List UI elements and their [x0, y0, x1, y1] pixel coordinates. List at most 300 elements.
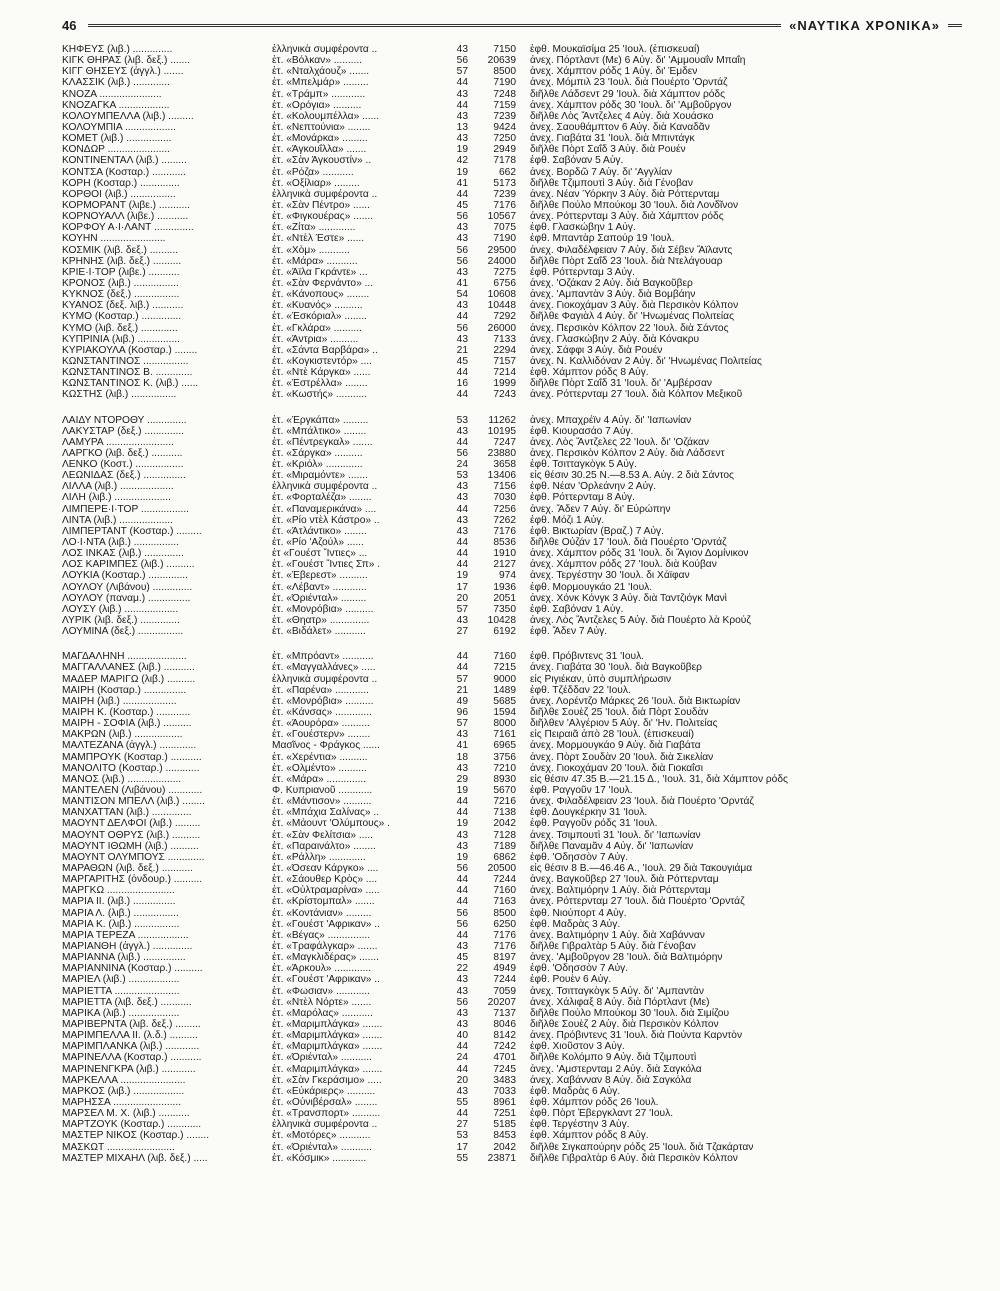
tonnage: 7030	[493, 492, 516, 504]
tonnage-year: 57	[456, 603, 468, 615]
ship-row	[62, 515, 942, 526]
tonnage-year: 21	[456, 344, 468, 356]
tonnage: 24000	[487, 255, 516, 267]
tonnage-year: 43	[456, 985, 468, 997]
charter-agent: ἐτ. «Μονρόβια» ..........	[272, 695, 374, 707]
tonnage-year: 27	[456, 626, 468, 638]
ship-row	[62, 448, 942, 459]
movement: εἰς Πειραιᾶ ἀπὸ 28 'Ιουλ. (ἐπισκευαί)	[530, 729, 694, 741]
ship-name: ΚΡΟΝΟΣ (λιβ.) ................	[62, 277, 179, 289]
movement: ἐφθ. Σαβόναν 1 Αὐγ.	[530, 603, 624, 615]
charter-agent: ἐτ. «Μπάλτικο» ........	[272, 425, 367, 437]
movement: εἰς θέσιν 47.35 Β.—21.15 Δ., 'Ιουλ. 31, διὰ Χάμπτον ρόδς	[530, 773, 788, 785]
ship-row	[62, 415, 942, 426]
tonnage-year: 18	[456, 751, 468, 763]
charter-agent: ἐτ. «Όσεαν Κάργκο» ....	[272, 862, 379, 874]
header-title: «ΝΑΥΤΙΚΑ ΧΡΟΝΙΚΑ»	[789, 17, 940, 33]
ship-row	[62, 752, 942, 763]
movement: ἀνεχ. Γιαβάτα 30 'Ιουλ. διὰ Βαγκοῦβερ	[530, 662, 702, 674]
movement: ἐφθ. Χιοῦστον 3 Αὐγ.	[530, 1041, 625, 1053]
movement: διῆλθε Πούλο Μπούκομ 30 'Ιουλ. διὰ Λονδῖνον	[530, 199, 739, 211]
charter-agent: ἑλληνικὰ συμφέροντα ..	[272, 1119, 378, 1131]
ship-name: ΚΟΥΗΝ .......................	[62, 233, 166, 245]
tonnage: 7247	[493, 436, 516, 448]
tonnage: 7160	[493, 885, 516, 897]
tonnage: 8536	[493, 537, 516, 549]
movement: ἐφθ. Ραγγοῦν 17 'Ιουλ.	[530, 785, 633, 796]
movement: ἀνεχ. Τσιμπουτὶ 31 'Ιουλ. δι' 'Ιαπωνίαν	[530, 829, 701, 841]
tonnage-year: 19	[456, 818, 468, 830]
movement: ἀνεχ. 'Αμπαντὰν 3 Αὐγ. διὰ Βομβάην	[530, 289, 696, 301]
charter-agent: ἐτ. «Ορόγια» ..........	[272, 99, 362, 111]
movement: ἐφθ. Χάμπτον ρόδς 8 Αὐγ.	[530, 367, 649, 379]
charter-agent: ἐτ. «Κάνοπους» ........	[272, 289, 370, 301]
tonnage-year: 56	[456, 211, 468, 223]
movement: διῆλθε Κολόμπο 9 Αὐγ. διὰ Τζιμπουτὶ	[530, 1052, 697, 1064]
ship-name: ΚΥΜΟ (λιβ. δεξ.) .............	[62, 322, 178, 334]
tonnage: 11262	[488, 414, 516, 426]
movement: ἀνεχ. 'Αμστερνταμ 2 Αὐγ. διὰ Σαγκόλα	[530, 1063, 702, 1075]
charter-agent: ἐτ. «Έργκάπα» .........	[272, 414, 369, 426]
charter-agent: ἐτ «Γουέστ Ἴντιες» ...	[272, 548, 368, 560]
charter-agent: ἐτ. «Μπελμάρ» .........	[272, 77, 369, 89]
charter-agent: ἐτ. «Φιγκουέρας» .......	[272, 211, 374, 223]
ship-name: ΚΟΛΟΥΜΠΙΑ ..................	[62, 121, 176, 133]
tonnage-year: 44	[456, 885, 468, 897]
ship-row	[62, 593, 942, 604]
ship-name: ΚΛΑΣΣΙΚ (λιβ.) .............	[62, 77, 170, 89]
tonnage-year: 24	[456, 1052, 468, 1064]
ship-row	[62, 874, 942, 885]
charter-agent: ἐτ. «Μαριμπλάγκα» .......	[272, 1018, 383, 1030]
charter-agent: ἐτ. «Κογκιστεντόρ» ....	[272, 355, 372, 367]
tonnage: 8500	[493, 907, 516, 919]
movement: ἀνεχ. Χάμπτον ρόδς 27 'Ιουλ. διὰ Κούβαν	[530, 559, 717, 571]
ship-row	[62, 100, 942, 111]
movement: ἀνεχ. Βαγκοῦβερ 27 'Ιουλ. διὰ Ρόττερνταμ	[530, 874, 719, 886]
charter-agent: ἐτ. «Κωστής» ...........	[272, 389, 368, 401]
charter-agent: ἐτ. «Μονάρκα» .........	[272, 133, 368, 145]
movement: ἐφθ. Πρόβιντενς 31 'Ιουλ.	[530, 651, 645, 663]
ship-row	[62, 66, 942, 77]
charter-agent: Φ. Κυπριανοῦ ............	[272, 785, 373, 796]
movement: ἐφθ. Κιουρασάο 7 Αὐγ.	[530, 425, 634, 437]
ship-row	[62, 367, 942, 378]
tonnage-year: 43	[456, 514, 468, 526]
movement: διῆλθε Σουὲζ 25 'Ιουλ. διὰ Πὸρτ Σουδὰν	[530, 707, 709, 719]
ship-row	[62, 1019, 942, 1030]
ship-name: ΜΑΡΙΕΛ (λιβ.) ..................	[62, 974, 180, 986]
movement: διῆλθε Τζιμπουτὶ 3 Αὐγ. διὰ Γένοβαν	[530, 177, 693, 189]
ship-row	[62, 1064, 942, 1075]
charter-agent: ἐτ. «Βόλκαν» ..........	[272, 55, 363, 67]
charter-agent: ἑλληνικὰ συμφέροντα ..	[272, 481, 378, 493]
charter-agent: ἐτ. «Μαριμπλάγκα» .......	[272, 1030, 383, 1042]
tonnage: 7176	[493, 199, 516, 211]
movement: ἐφθ. Τζέδδαν 22 'Ιουλ.	[530, 684, 631, 696]
ship-name: ΚΟΛΟΥΜΠΕΛΛΑ (λιβ.) .........	[62, 110, 194, 122]
ship-row	[62, 1075, 942, 1086]
tonnage-year: 56	[456, 996, 468, 1008]
ship-row	[62, 896, 942, 907]
ship-name: ΜΑΔΕΡ ΜΑΡΙΓΩ (λιβ.) ..........	[62, 673, 196, 685]
movement: διῆλθε Λὸς Ἄντζελες 4 Αὐγ. διὰ Χουάσκο	[530, 110, 714, 122]
tonnage-year: 44	[456, 548, 468, 560]
ship-name: ΜΑΝΟΣ (λιβ.) ...................	[62, 773, 182, 785]
ship-row	[62, 211, 942, 222]
ship-name: ΛΟΣ ΙΝΚΑΣ (λιβ.) ..............	[62, 548, 184, 560]
movement: ἀνεχ. Ρόττερνταμ 27 'Ιουλ. διὰ Πουέρτο 'Ορντάζ	[530, 896, 745, 908]
ship-name: ΛΙΛΛΑ (λιβ.) ...................	[62, 481, 174, 493]
ship-name: ΚΟΡΘΟΙ (λιβ.) ................	[62, 188, 176, 200]
tonnage-year: 44	[456, 436, 468, 448]
tonnage: 10195	[487, 425, 516, 437]
ship-name: ΚΟΝΤΣΑ (Κοσταρ.) ............	[62, 166, 186, 178]
ship-row	[62, 89, 942, 100]
charter-agent: ἐτ. «Έβερεστ» ..........	[272, 570, 368, 582]
tonnage: 8142	[493, 1030, 516, 1042]
tonnage: 7163	[493, 896, 516, 908]
ship-row	[62, 674, 942, 685]
tonnage-year: 43	[456, 615, 468, 627]
ship-row	[62, 345, 942, 356]
charter-agent: ἐτ. «Παναμερικάνα» ....	[272, 503, 377, 515]
charter-agent: ἐτ. «Νταλχάουζ» .......	[272, 66, 370, 78]
tonnage: 20500	[487, 862, 516, 874]
ship-row	[62, 729, 942, 740]
movement: ἀνεχ. Γιαβάτα 31 'Ιουλ. διὰ Μπιντάγκ	[530, 133, 695, 145]
tonnage: 7059	[493, 985, 516, 997]
ship-row	[62, 492, 942, 503]
ship-row	[62, 974, 942, 985]
tonnage: 7275	[493, 266, 516, 278]
movement: ἀνεχ. Χάμπτον ρόδς 31 'Ιουλ. δι Ἄγιον Δομίνικον	[530, 548, 749, 560]
tonnage: 20639	[487, 55, 516, 67]
movement: ἀνεχ. Χαβάνναν 8 Αὐγ. διὰ Σαγκόλα	[530, 1074, 692, 1086]
charter-agent: ἑλληνικὰ συμφέροντα ..	[272, 188, 378, 200]
movement: ἀνεχ. Γλασκώβην 2 Αὐγ. διὰ Κόνακρυ	[530, 333, 700, 345]
tonnage: 8046	[493, 1018, 516, 1030]
movement: διῆλθεν 'Αλγέριον 5 Αὐγ. δι' 'Ην. Πολιτείας	[530, 718, 718, 730]
tonnage-year: 43	[456, 1007, 468, 1019]
movement: ἐφθ. Μορμουγκάο 21 'Ιουλ.	[530, 581, 653, 593]
ship-name: ΛΑΚΥΣΤΑΡ (δεξ.) ..............	[62, 425, 185, 437]
ship-name: ΜΑΝΤΙΣΟΝ ΜΠΕΛΛ (λιβ.) ........	[62, 796, 205, 808]
ship-name: ΜΑΣΚΩΤ ........................	[62, 1141, 175, 1153]
tonnage-year: 21	[456, 684, 468, 696]
tonnage-year: 19	[456, 144, 468, 156]
tonnage-year: 19	[456, 166, 468, 178]
tonnage: 20207	[487, 996, 516, 1008]
charter-agent: ἑλληνικὰ συμφέροντα ..	[272, 673, 378, 685]
ship-row	[62, 863, 942, 874]
movement: ἀνεχ. Βαλτιμόρην 1 Αὐγ. διὰ Ρόττερνταμ	[530, 885, 711, 897]
tonnage-year: 55	[456, 1096, 468, 1108]
ship-name: ΜΑΝΟΛΙΤΟ (Κοσταρ.) ............	[62, 762, 200, 774]
movement: εἰς θέσιν 30.25 Ν.—8.53 Α. Αὐγ. 2 διὰ Σάντος	[530, 470, 734, 482]
tonnage: 7239	[493, 110, 516, 122]
ship-row	[62, 696, 942, 707]
ship-name: ΜΑΙΡΗ - ΣΟΦΙΑ (λιβ.) ..........	[62, 718, 192, 730]
ship-name: ΚΟΣΜΙΚ (λιβ. δεξ.) ..........	[62, 244, 179, 256]
ship-name: ΚΗΦΕΥΣ (λιβ.) ..............	[62, 44, 173, 55]
ship-name: ΜΑΡΙΑ ΙΙ. (λιβ.) ...............	[62, 896, 176, 908]
tonnage: 3756	[493, 751, 516, 763]
charter-agent: ἐτ. «Όριένταλ» .........	[272, 592, 367, 604]
tonnage-year: 53	[456, 1130, 468, 1142]
charter-agent: ἐτ. «Ρίο ντὲλ Κάστρο» ..	[272, 514, 380, 526]
movement: ἀνεχ. Γιοκοχάμαν 3 Αὐγ. διὰ Περσικὸν Κόλπον	[530, 300, 739, 312]
ship-row	[62, 841, 942, 852]
tonnage: 7248	[493, 88, 516, 100]
ship-name: ΚΙΓΓ ΘΗΣΕΥΣ (ἀγγλ.) .......	[62, 66, 184, 78]
tonnage: 1489	[493, 684, 516, 696]
page-header	[62, 14, 962, 36]
tonnage-year: 43	[456, 110, 468, 122]
ship-name: ΛΟΥΣΥ (λιβ.) ...................	[62, 603, 179, 615]
ship-name: ΛΑΡΓΚΟ (λιβ. δεξ.) ...........	[62, 447, 183, 459]
ship-name: ΜΑΜΠΡΟΥΚ (Κοσταρ.) ...........	[62, 751, 202, 763]
tonnage-year: 53	[456, 414, 468, 426]
charter-agent: ἐτ. «Μονρόβια» ..........	[272, 603, 374, 615]
charter-agent: ἐτ. «Ούλτραμαρίνα» .....	[272, 885, 380, 897]
charter-agent: ἐτ. «Ζίτα» .............	[272, 222, 356, 234]
charter-agent: ἐτ. «Μαγκλιδέρας» .......	[272, 952, 379, 964]
ship-name: ΜΑΚΡΩΝ (λιβ.) .................	[62, 729, 183, 741]
tonnage-year: 43	[456, 525, 468, 537]
ship-name: ΚΝΟΖΑΓΚΑ ..................	[62, 99, 170, 111]
charter-agent: ἐτ. «Ρόζα» ...........	[272, 166, 354, 178]
tonnage-year: 56	[456, 907, 468, 919]
ship-name: ΛΟΥΜΙΝΑ (δεξ.) ................	[62, 626, 184, 638]
ship-row	[62, 178, 942, 189]
tonnage: 7190	[493, 233, 516, 245]
ship-row	[62, 986, 942, 997]
movement: διῆλθε Φαγιὰλ 4 Αὐγ. δι' 'Ηνωμένας Πολιτείας	[530, 311, 734, 323]
ship-name: ΚΟΡΦΟΥ Α·Ι·ΛΑΝΤ ..............	[62, 222, 194, 234]
movement: ἀνεχ. 'Οζάκαν 2 Αὐγ. διὰ Βαγκοῦβερ	[530, 277, 693, 289]
ship-row	[62, 908, 942, 919]
ship-row	[62, 963, 942, 974]
tonnage: 7350	[493, 603, 516, 615]
ship-name: ΜΑΡΙΑΝΝΙΝΑ (Κοσταρ.) ..........	[62, 963, 203, 975]
ship-row	[62, 818, 942, 829]
tonnage: 9424	[493, 121, 516, 133]
ship-row	[62, 685, 942, 696]
tonnage: 7189	[493, 840, 516, 852]
ship-name: ΚΟΡΗ (Κοσταρ.) ..............	[62, 177, 180, 189]
movement: ἀνεχ. Μόμπιλ 23 'Ιουλ. διὰ Πουέρτο 'Ορντάζ	[530, 77, 728, 89]
tonnage-year: 13	[456, 121, 468, 133]
ship-row	[62, 615, 942, 626]
tonnage-year: 44	[456, 503, 468, 515]
charter-agent: ἐτ. «Άντρια» ..........	[272, 333, 359, 345]
ship-row	[62, 55, 942, 66]
tonnage-year: 43	[456, 44, 468, 55]
tonnage-year: 49	[456, 695, 468, 707]
movement: διῆλθε Σιγκαπούρην ρόδς 25 'Ιουλ. διὰ Τζακάρταν	[530, 1141, 754, 1153]
ship-name: ΚΥΑΝΟΣ (δεξ. λιβ.) ...........	[62, 300, 184, 312]
movement: ἀνεχ. Τσιτταγκὸγκ 5 Αὐγ. δι' 'Αμπαντὰν	[530, 985, 704, 997]
tonnage-year: 44	[456, 662, 468, 674]
tonnage-year: 43	[456, 333, 468, 345]
charter-agent: ἐτ. «Τραφάλγκαρ» .......	[272, 940, 378, 952]
ship-name: ΛΟΣ ΚΑΡΙΜΠΕΣ (λιβ.) ..........	[62, 559, 195, 571]
movement: ἀνεχ. Φιλαδέλφειαν 23 'Ιουλ. διὰ Πουέρτο 'Ορντάζ	[530, 796, 754, 808]
ship-row	[62, 651, 942, 662]
tonnage-year: 44	[456, 559, 468, 571]
header-rule-right	[948, 24, 962, 27]
ship-row	[62, 852, 942, 863]
movement: ἀνεχ. Λὸς Ἄντζελες 5 Αὐγ. διὰ Πουέρτο λὰ Κρούζ	[530, 615, 751, 627]
movement: ἀνεχ. Χάμπτον ρόδς 30 'Ιουλ. δι' 'Αμβοῦργον	[530, 99, 732, 111]
tonnage-year: 44	[456, 651, 468, 663]
tonnage: 5185	[493, 1119, 516, 1131]
ship-row	[62, 289, 942, 300]
movement: ἀνεχ. Πὸρτ Σουδὰν 20 'Ιουλ. διὰ Σικελίαν	[530, 751, 714, 763]
tonnage: 662	[499, 166, 516, 178]
movement: ἐφθ. Βικτωρίαν (Βραζ.) 7 Αὐγ.	[530, 525, 664, 537]
ship-name: ΜΑΡΚΕΛΛΑ .......................	[62, 1074, 186, 1086]
movement: ἀνεχ. Πόρτλαντ (Με) 6 Αὐγ. δι' 'Αμμουαΐν Μπαΐη	[530, 55, 746, 67]
charter-agent: ἐτ. «Ρίο 'Αζούλ» ......	[272, 537, 364, 549]
ship-name: ΜΑΡΙΕΤΤΑ (λιβ. δεξ.) ...........	[62, 996, 192, 1008]
movement: ἀνεχ. Ἄδεν 7 Αὐγ. δι' Εὐρώπην	[530, 503, 671, 515]
charter-agent: ἐτ. «Κρίστομπαλ» .......	[272, 896, 375, 908]
ship-name: ΜΑΟΥΝΤ ΙΘΩΜΗ (λιβ.) ..........	[62, 840, 199, 852]
charter-agent: ἐτ. «Άϊλα Γκράντε» ...	[272, 266, 368, 278]
tonnage: 29500	[487, 244, 516, 256]
ship-name: ΜΑΡΙΜΠΛΑΝΚΑ (λιβ.) ............	[62, 1041, 200, 1053]
ship-name: ΛΙΝΤΑ (λιβ.) ...................	[62, 514, 173, 526]
ship-row	[62, 1030, 942, 1041]
ship-row	[62, 1097, 942, 1108]
tonnage: 6862	[493, 851, 516, 863]
tonnage-year: 41	[456, 277, 468, 289]
ship-row	[62, 526, 942, 537]
movement: ἀνεχ. Περσικὸν Κόλπον 2 Αὐγ. διὰ Λάδσεντ	[530, 447, 725, 459]
tonnage-year: 45	[456, 355, 468, 367]
ship-name: ΚΟΡΝΟΥΑΛΛ (λιβε.) ...........	[62, 211, 189, 223]
ship-row	[62, 1008, 942, 1019]
charter-agent: ἐτ. «Μπρόαντ» ...........	[272, 651, 374, 663]
movement: ἀνεχ. 'Αμβοῦργον 28 'Ιουλ. διὰ Βαλτιμόρην	[530, 952, 723, 964]
tonnage: 974	[499, 570, 516, 582]
ship-name: ΜΑΣΤΕΡ ΜΙΧΑΗΛ (λιβ. δεξ.) .....	[62, 1152, 208, 1164]
tonnage-year: 27	[456, 1119, 468, 1131]
movement: ἐφθ. Σαβόναν 5 Αὐγ.	[530, 155, 624, 167]
tonnage: 7262	[493, 514, 516, 526]
movement: ἐφθ. Τεργέστην 3 Αὐγ.	[530, 1119, 630, 1131]
movement: ἀνεχ. Χάλιφαξ 8 Αὐγ. διὰ Πόρτλαντ (Με)	[530, 996, 710, 1008]
ship-name: ΚΟΝΤΙΝΕΝΤΑΛ (λιβ.) .........	[62, 155, 187, 167]
tonnage-year: 56	[456, 55, 468, 67]
tonnage: 7161	[493, 729, 516, 741]
tonnage-year: 17	[456, 581, 468, 593]
tonnage: 7216	[493, 796, 516, 808]
ship-row	[62, 1142, 942, 1153]
ship-row	[62, 122, 942, 133]
ship-name: ΜΑΡΓΑΡΙΤΗΣ (ὀνδουρ.) ..........	[62, 874, 203, 886]
ship-row	[62, 200, 942, 211]
tonnage-year: 44	[456, 537, 468, 549]
tonnage-year: 43	[456, 729, 468, 741]
tonnage: 6250	[493, 918, 516, 930]
ship-name: ΜΑΡΗΣΣΑ ........................	[62, 1096, 182, 1108]
charter-agent: ἐτ. «Σὰν Φελίτσια» .....	[272, 829, 373, 841]
movement: ἀνεχ. Χόνκ Κόνγκ 3 Αὐγ. διὰ Ταντζιόγκ Μανὶ	[530, 592, 727, 604]
tonnage-year: 44	[456, 807, 468, 819]
ship-row	[62, 830, 942, 841]
ship-row	[62, 718, 942, 729]
tonnage-year: 41	[456, 740, 468, 752]
header-rule-left	[88, 24, 781, 27]
ship-name: ΜΑΡΙΜΠΕΛΛΑ ΙΙ. (λ.δ.) ..........	[62, 1030, 198, 1042]
ship-row	[62, 334, 942, 345]
ship-name: ΜΑΡΚΟΣ (λιβ.) ..................	[62, 1085, 185, 1097]
movement: εἰς θέσιν 8 Β.—46.46 Α., 'Ιουλ. 29 διὰ Τακουγιάμα	[530, 862, 753, 874]
movement: ἐφθ. Χάμπτον ρόδς 26 'Ιουλ.	[530, 1096, 659, 1108]
tonnage: 10428	[487, 615, 516, 627]
tonnage-year: 43	[456, 1018, 468, 1030]
movement: διῆλθε Πὸρτ Σαΐδ 31 'Ιουλ. δι' 'Αμβέρσαν	[530, 378, 712, 390]
movement: ἐφθ. Ἄδεν 7 Αὐγ.	[530, 626, 608, 638]
ship-name: ΜΑΟΥΝΤ ΟΘΡΥΣ (λιβ.) ..........	[62, 829, 201, 841]
movement: ἐφθ. Ραγγοῦν ρόδς 31 'Ιουλ.	[530, 818, 658, 830]
tonnage: 7256	[493, 503, 516, 515]
movement: ἐφθ. Ρόττερνταμ 8 Αὐγ.	[530, 492, 635, 504]
ship-name: ΜΑΡΙΑ Λ. (λιβ.) ................	[62, 907, 179, 919]
charter-agent: ἐτ. «Ολμέντο» ..........	[272, 762, 367, 774]
tonnage: 2042	[493, 818, 516, 830]
ship-name: ΜΑΣΤΕΡ ΝΙΚΟΣ (Κοσταρ.) ........	[62, 1130, 210, 1142]
ship-name: ΜΑΡΣΕΛ Μ. Χ. (λιβ.) ...........	[62, 1108, 190, 1120]
charter-agent: ἐτ. «Μάντισον» ..........	[272, 796, 372, 808]
movement: ἀνεχ. Ν. Καλλιδόναν 2 Αὐγ. δι' 'Ηνωμένας Πολιτείας	[530, 355, 762, 367]
ship-name: ΚΙΓΚ ΘΗΡΑΣ (λιβ. δεξ.) .......	[62, 55, 191, 67]
ship-name: ΚΡΗΝΗΣ (λιβ. δεξ.) ..........	[62, 255, 182, 267]
ship-name: ΛΟ·Ι·ΝΤΑ (λιβ.) ................	[62, 537, 179, 549]
tonnage: 6965	[493, 740, 516, 752]
ship-name: ΚΥΠΡΙΝΙΑ (λιβ.) ...............	[62, 333, 180, 345]
tonnage-year: 43	[456, 222, 468, 234]
ship-row	[62, 1052, 942, 1063]
ship-name: ΜΑΡΙΑΝΝΑ (λιβ.) ...............	[62, 952, 186, 964]
charter-agent: ἐτ. «Μοτόρες» ...........	[272, 1130, 371, 1142]
movement: διῆλθε Γιβραλτὰρ 5 Αὐγ. διὰ Γένοβαν	[530, 940, 696, 952]
charter-agent: ἐτ. «Μαγγαλλάνες» .....	[272, 662, 376, 674]
tonnage-year: 43	[456, 481, 468, 493]
ship-name: ΜΑΡΙΑ ΤΕΡΕΖΑ ..................	[62, 929, 189, 941]
ship-row	[62, 167, 942, 178]
tonnage: 7176	[493, 929, 516, 941]
movement: διῆλθε Σουὲζ 2 Αὐγ. διὰ Περσικὸν Κόλπον	[530, 1018, 719, 1030]
tonnage-year: 57	[456, 718, 468, 730]
ship-row	[62, 144, 942, 155]
tonnage-year: 56	[456, 322, 468, 334]
tonnage-year: 56	[456, 862, 468, 874]
ship-row	[62, 111, 942, 122]
charter-agent: ἐτ. «Άτλάντικο» ........	[272, 525, 367, 537]
tonnage: 2042	[493, 1141, 516, 1153]
movement: διῆλθε Λάδσεντ 29 'Ιουλ. διὰ Χάμπτον ρόδς	[530, 88, 725, 100]
tonnage: 8961	[493, 1096, 516, 1108]
charter-agent: ἐτ. «Μπάχια Σαλίνας» ..	[272, 807, 380, 819]
tonnage-year: 19	[456, 785, 468, 796]
ship-row	[62, 233, 942, 244]
ship-row	[62, 763, 942, 774]
tonnage-year: 43	[456, 492, 468, 504]
